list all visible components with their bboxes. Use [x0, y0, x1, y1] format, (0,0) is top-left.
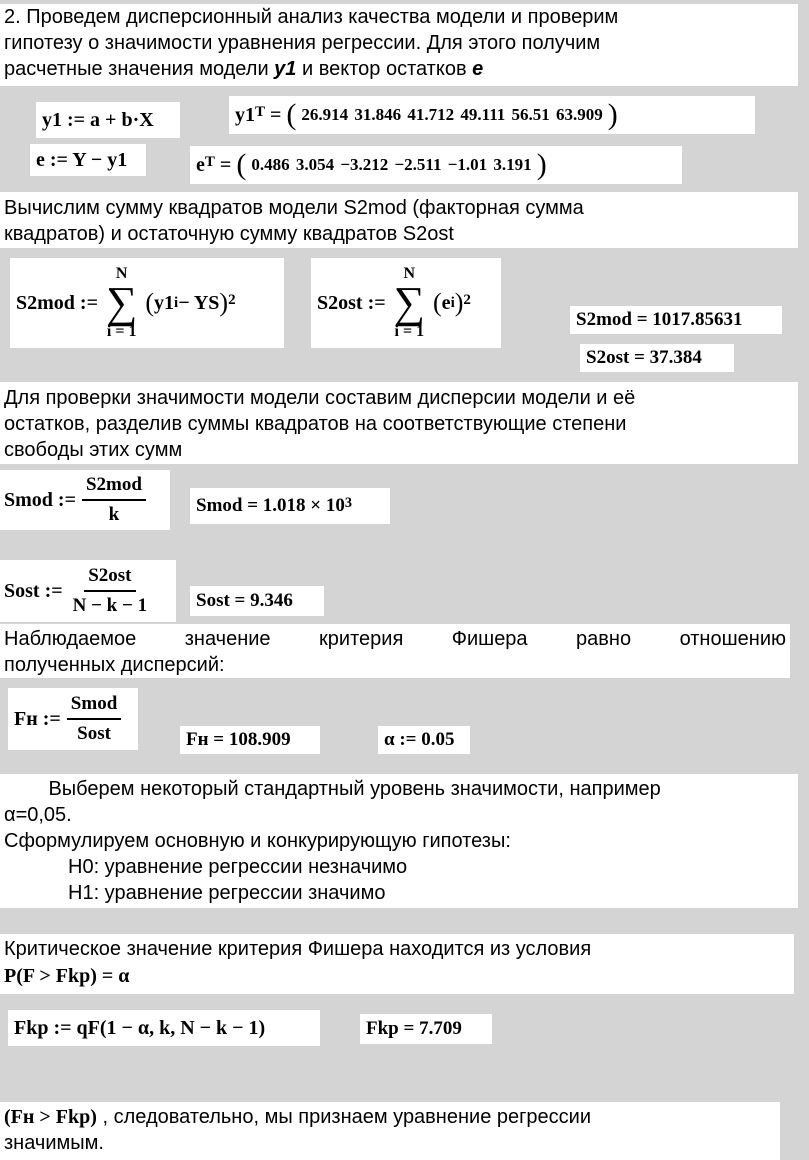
fisher-paragraph-line2: полученных дисперсий: [0, 652, 790, 678]
sigma-icon: N ∑ i = 1 [105, 265, 138, 340]
fkp-result[interactable]: Fkp = 7.709 [360, 1014, 492, 1044]
intro-line-3: расчетные значения модели y1 и вектор остатков e [4, 58, 484, 80]
e-transpose-vector[interactable]: e $^T$ = ( 0.486 3.054 −3.212 −2.511 −1.01 3.191 ) [190, 146, 682, 184]
hypotheses-paragraph: Выберем некоторый стандартный уровень значимости, например α=0,05. Сформулируем основную и конкурирующую гипотезы: H0: уравнение регрессии незначимо H1: уравнение регрессии значимо [0, 774, 798, 908]
critical-condition: P(F > Fkp) = α [4, 965, 130, 987]
alpha-definition[interactable]: α := 0.05 [378, 726, 470, 754]
y1-values: 26.914 31.846 41.712 49.111 56.51 63.909 [301, 105, 603, 124]
var-y1: y1 [274, 58, 297, 80]
s2ost-sum-formula[interactable]: S2ost := N ∑ i = 1 ( e i ) $^2$ [311, 258, 501, 348]
sums-paragraph: Вычислим сумму квадратов модели S2mod (факторная сумма квадратов) и остаточную сумму квадратов S2ost [0, 192, 798, 248]
s2ost-result[interactable]: S2ost = 37.384 [580, 344, 734, 372]
fn-fraction: $\frac{\text{Smod}}{\text{Sost}}$ [67, 693, 121, 745]
y1-definition[interactable]: y1 := a + b·X [36, 102, 180, 138]
fkp-definition[interactable]: Fkp := qF(1 − α, k, N − k − 1) [8, 1010, 320, 1046]
intro-line-1: 2. Проведем дисперсионный анализ качества модели и проверим [4, 6, 619, 28]
sost-formula[interactable]: Sost := $\frac{\text{S2ost}}{N - k - 1}$ [0, 560, 176, 622]
var-e: e [472, 58, 484, 80]
critical-paragraph: Критическое значение критерия Фишера находится из условия P(F > Fkp) = α [0, 934, 794, 994]
conclusion-paragraph: (Fн > Fkp) , следовательно, мы признаем уравнение регрессии значимым. [0, 1102, 780, 1160]
smod-result[interactable]: Smod = 1.018 × 10 $^3$ [190, 488, 390, 524]
fn-formula[interactable]: Fн := $\frac{\text{Smod}}{\text{Sost}}$ [8, 688, 138, 750]
intro-paragraph [0, 4, 798, 86]
e-definition[interactable]: e := Y − y1 [30, 144, 146, 176]
sigma-icon: N ∑ i = 1 [393, 265, 425, 340]
smod-formula[interactable]: Smod := $\frac{\text{S2mod}}{k}$ [0, 470, 170, 530]
sost-fraction: $\frac{\text{S2ost}}{N - k - 1}$ [72, 565, 148, 616]
fisher-paragraph: Наблюдаемое значение критерия Фишера равно отношению [0, 624, 790, 678]
s2mod-result[interactable]: S2mod = 1017.85631 [570, 306, 782, 334]
y1-transpose-vector[interactable]: y1 $^T$ = ( 26.914 31.846 41.712 49.111 56.51 63.909 ) [229, 96, 755, 134]
intro-line-2: гипотезу о значимости уравнения регрессии. Для этого получим [4, 32, 601, 54]
e-values: 0.486 3.054 −3.212 −2.511 −1.01 3.191 [251, 155, 532, 174]
hypothesis-h0: H0: уравнение регрессии незначимо [68, 856, 408, 878]
hypothesis-h1: H1: уравнение регрессии значимо [68, 882, 386, 904]
sost-result[interactable]: Sost = 9.346 [190, 586, 324, 616]
s2mod-sum-formula[interactable]: S2mod := N ∑ i = 1 ( y1 i − YS ) $^2$ [10, 258, 284, 348]
smod-fraction: $\frac{\text{S2mod}}{k}$ [82, 474, 146, 526]
variances-paragraph: Для проверки значимости модели составим дисперсии модели и её остатков, разделив суммы квадратов на соответствующие степени свободы этих сумм [0, 382, 798, 464]
fn-result[interactable]: Fн = 108.909 [180, 726, 320, 754]
conclusion-condition: (Fн > Fkp) [4, 1106, 97, 1128]
